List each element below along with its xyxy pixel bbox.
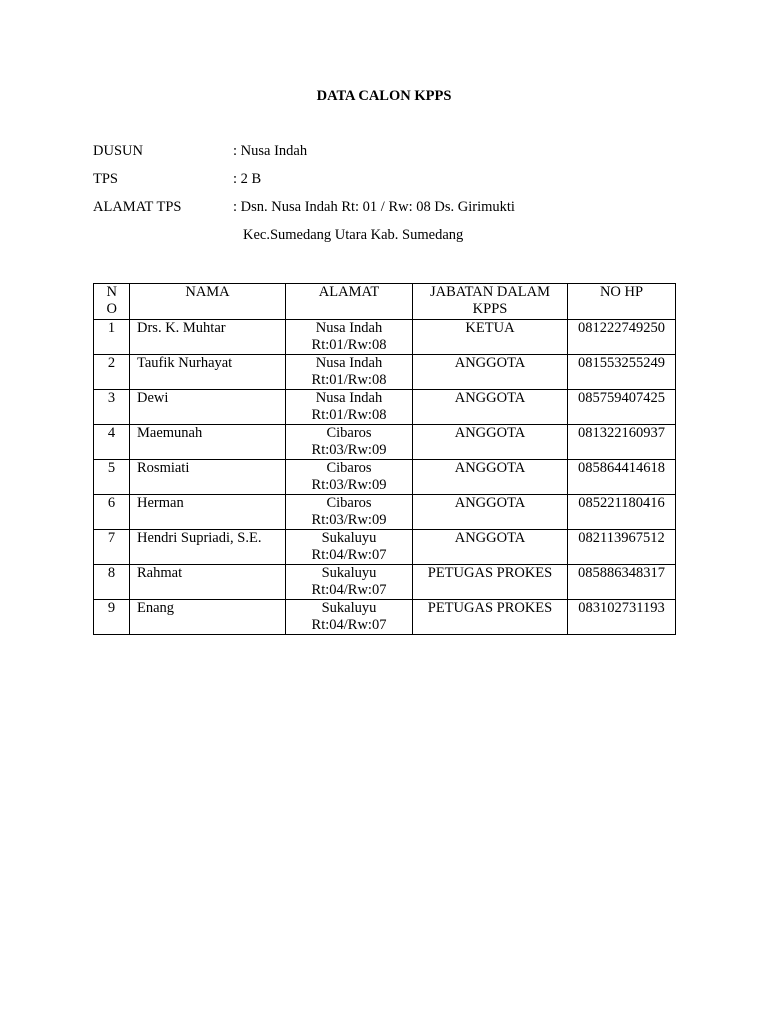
cell-alamat: Cibaros Rt:03/Rw:09 — [286, 425, 413, 460]
cell-nama: Herman — [130, 495, 286, 530]
cell-no-hp: 085759407425 — [568, 390, 676, 425]
table-row — [94, 425, 676, 460]
table-row — [94, 600, 676, 635]
cell-no-hp: 082113967512 — [568, 530, 676, 565]
cell-alamat: Sukaluyu Rt:04/Rw:07 — [286, 530, 413, 565]
cell-no: 6 — [94, 495, 130, 530]
cell-no: 5 — [94, 460, 130, 495]
cell-no-hp: 081322160937 — [568, 425, 676, 460]
table-row — [94, 320, 676, 355]
cell-no-hp: 085864414618 — [568, 460, 676, 495]
cell-alamat: Nusa Indah Rt:01/Rw:08 — [286, 320, 413, 355]
cell-no: 7 — [94, 530, 130, 565]
cell-nama: Taufik Nurhayat — [130, 355, 286, 390]
cell-jabatan: ANGGOTA — [413, 425, 568, 460]
header-no-hp: NO HP — [568, 284, 676, 320]
cell-jabatan: ANGGOTA — [413, 530, 568, 565]
cell-jabatan: PETUGAS PROKES — [413, 565, 568, 600]
cell-alamat: Cibaros Rt:03/Rw:09 — [286, 460, 413, 495]
header-alamat: ALAMAT — [286, 284, 413, 320]
table-row — [94, 460, 676, 495]
header-nama: NAMA — [130, 284, 286, 320]
cell-no: 8 — [94, 565, 130, 600]
cell-nama: Enang — [130, 600, 286, 635]
cell-alamat: Nusa Indah Rt:01/Rw:08 — [286, 355, 413, 390]
table-header-row — [94, 284, 676, 320]
cell-no-hp: 085886348317 — [568, 565, 676, 600]
table-row — [94, 390, 676, 425]
cell-alamat: Sukaluyu Rt:04/Rw:07 — [286, 565, 413, 600]
header-jabatan: JABATAN DALAM KPPS — [413, 284, 568, 320]
cell-no: 4 — [94, 425, 130, 460]
cell-jabatan: ANGGOTA — [413, 355, 568, 390]
cell-jabatan: ANGGOTA — [413, 495, 568, 530]
dusun-value: : Nusa Indah — [233, 143, 308, 159]
dusun-label: DUSUN — [93, 143, 143, 159]
cell-no-hp: 081553255249 — [568, 355, 676, 390]
table-row — [94, 355, 676, 390]
cell-nama: Maemunah — [130, 425, 286, 460]
alamat-tps-label: ALAMAT TPS — [93, 199, 182, 215]
cell-alamat: Cibaros Rt:03/Rw:09 — [286, 495, 413, 530]
table-row — [94, 495, 676, 530]
cell-no: 2 — [94, 355, 130, 390]
tps-label: TPS — [93, 171, 118, 187]
table-row — [94, 565, 676, 600]
kpps-table — [93, 283, 676, 635]
cell-no: 3 — [94, 390, 130, 425]
cell-nama: Dewi — [130, 390, 286, 425]
document-title: DATA CALON KPPS — [316, 88, 452, 104]
cell-no-hp: 083102731193 — [568, 600, 676, 635]
alamat-tps-value: : Dsn. Nusa Indah Rt: 01 / Rw: 08 Ds. Girimukti — [233, 199, 515, 215]
cell-alamat: Nusa Indah Rt:01/Rw:08 — [286, 390, 413, 425]
cell-jabatan: ANGGOTA — [413, 460, 568, 495]
cell-no: 9 — [94, 600, 130, 635]
cell-no-hp: 085221180416 — [568, 495, 676, 530]
cell-no: 1 — [94, 320, 130, 355]
cell-alamat: Sukaluyu Rt:04/Rw:07 — [286, 600, 413, 635]
alamat-tps-value-line2: Kec.Sumedang Utara Kab. Sumedang — [243, 227, 464, 243]
cell-nama: Rahmat — [130, 565, 286, 600]
header-no: NO — [94, 284, 130, 320]
cell-jabatan: ANGGOTA — [413, 390, 568, 425]
tps-value: : 2 B — [233, 171, 262, 187]
cell-nama: Rosmiati — [130, 460, 286, 495]
cell-jabatan: PETUGAS PROKES — [413, 600, 568, 635]
cell-nama: Hendri Supriadi, S.E. — [130, 530, 286, 565]
cell-nama: Drs. K. Muhtar — [130, 320, 286, 355]
cell-jabatan: KETUA — [413, 320, 568, 355]
cell-no-hp: 081222749250 — [568, 320, 676, 355]
table-row — [94, 530, 676, 565]
